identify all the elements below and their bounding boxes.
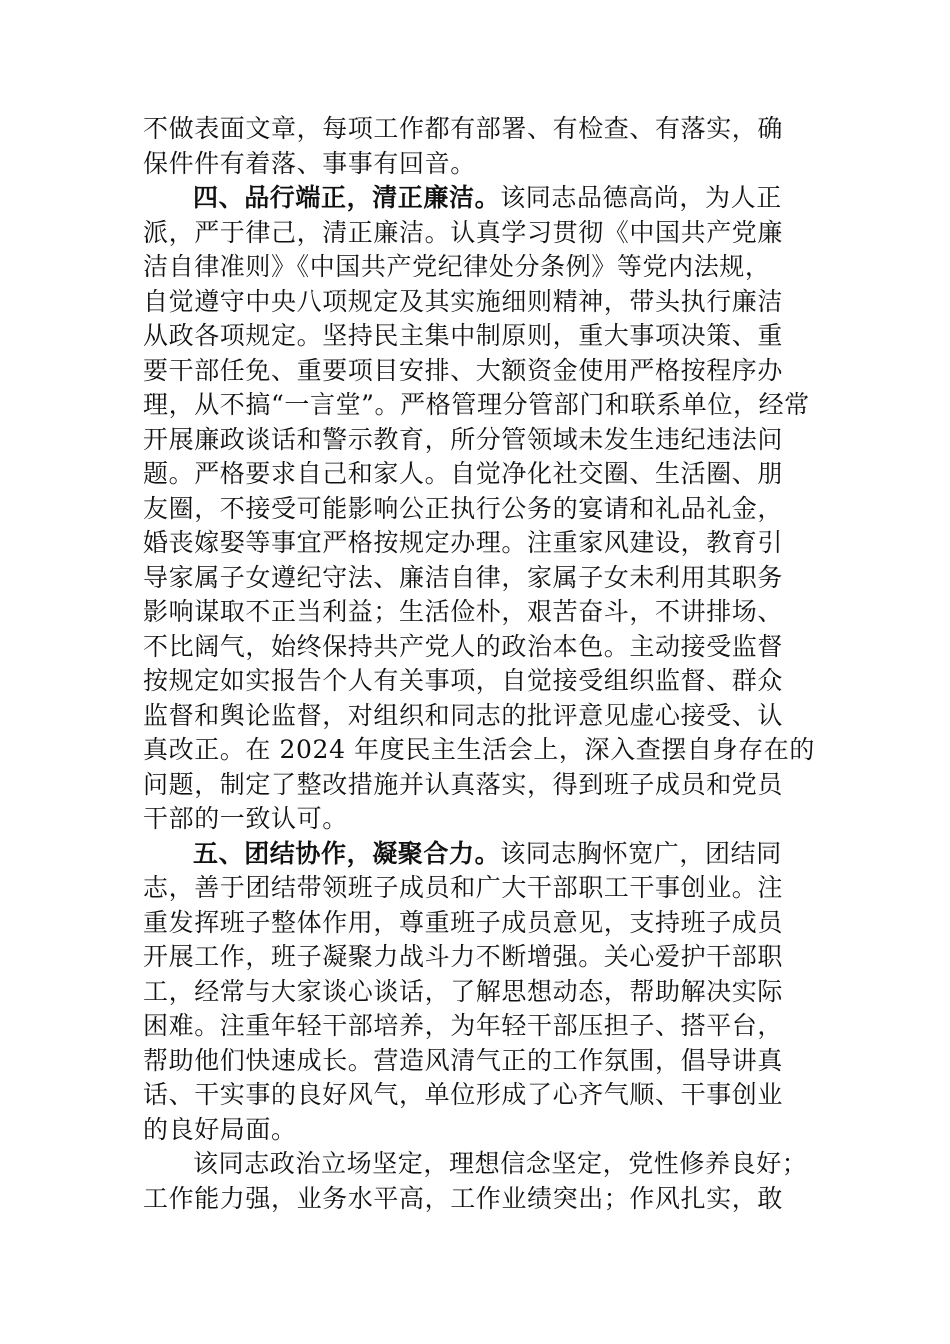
section-heading-integrity: 四、品行端正，清正廉洁。	[193, 183, 501, 212]
text-line: 重发挥班子整体作用，尊重班子成员意见，支持班子成员	[143, 907, 784, 937]
text-line: 的良好局面。	[143, 1114, 297, 1144]
text-line-first	[143, 181, 823, 216]
section-heading-unity: 五、团结协作，凝聚合力。	[193, 838, 501, 868]
text-line: 洁自律准则》《中国共产党纪律处分条例》等党内法规，	[143, 252, 771, 281]
text-line: 要干部任免、重要项目安排、大额资金使用严格按程序办	[143, 355, 784, 385]
text-segment: 该同志胸怀宽广，团结同	[500, 838, 782, 868]
text-line: 困难。注重年轻干部培养，为年轻干部压担子、搭平台，	[143, 1011, 784, 1040]
text-line: 自觉遵守中央八项规定及其实施细则精神，带头执行廉洁	[143, 286, 784, 316]
document-page	[143, 112, 823, 1216]
text-line: 问题，制定了整改措施并认真落实，得到班子成员和党员	[143, 769, 784, 799]
text-line: 真改正。在 2024 年度民主生活会上，深入查摆自身存在的	[143, 735, 815, 764]
text-line: 按规定如实报告个人有关事项，自觉接受组织监督、群众	[143, 666, 784, 695]
paragraph-summary	[143, 1147, 823, 1216]
text-line: 保件件有着落、事事有回音。	[143, 148, 476, 178]
text-line: 不做表面文章，每项工作都有部署、有检查、有落实，确	[143, 114, 784, 143]
text-line: 影响谋取不正当利益；生活俭朴，艰苦奋斗，不讲排场、	[143, 597, 784, 626]
text-line: 从政各项规定。坚持民主集中制原则，重大事项决策、重	[143, 321, 784, 350]
text-line: 题。严格要求自己和家人。自觉净化社交圈、生活圈、朋	[143, 459, 784, 488]
text-line: 帮助他们快速成长。营造风清气正的工作氛围，倡导讲真	[143, 1045, 784, 1075]
text-line: 派，严于律己，清正廉洁。认真学习贯彻《中国共产党廉	[143, 217, 784, 247]
text-line-first: 该同志政治立场坚定，理想信念坚定，党性修养良好；	[193, 1149, 808, 1178]
text-line: 工，经常与大家谈心谈话，了解思想动态，帮助解决实际	[143, 976, 784, 1006]
text-line: 工作能力强，业务水平高，工作业绩突出；作风扎实，敢	[143, 1183, 784, 1213]
text-line: 志，善于团结带领班子成员和广大干部职工干事创业。注	[143, 873, 784, 902]
paragraph-integrity	[143, 181, 823, 837]
paragraph-unity	[143, 837, 823, 1148]
text-line: 不比阔气，始终保持共产党人的政治本色。主动接受监督	[143, 631, 784, 661]
text-line: 监督和舆论监督，对组织和同志的批评意见虚心接受、认	[143, 700, 784, 730]
text-line: 开展工作，班子凝聚力战斗力不断增强。关心爱护干部职	[143, 942, 784, 971]
text-line: 导家属子女遵纪守法、廉洁自律，家属子女未利用其职务	[143, 562, 784, 592]
text-line-first	[143, 837, 823, 872]
text-line: 干部的一致认可。	[143, 804, 348, 833]
text-line: 理，从不搞“一言堂”。严格管理分管部门和联系单位，经常	[143, 390, 810, 419]
text-segment: 该同志品德高尚，为人正	[500, 183, 782, 212]
text-line: 友圈，不接受可能影响公正执行公务的宴请和礼品礼金，	[143, 493, 784, 523]
text-line: 开展廉政谈话和警示教育，所分管领域未发生违纪违法问	[143, 424, 784, 454]
paragraph-continuation	[143, 112, 823, 181]
text-line: 话、干实事的良好风气，单位形成了心齐气顺、干事创业	[143, 1080, 784, 1109]
text-line: 婚丧嫁娶等事宜严格按规定办理。注重家风建设，教育引	[143, 528, 784, 557]
